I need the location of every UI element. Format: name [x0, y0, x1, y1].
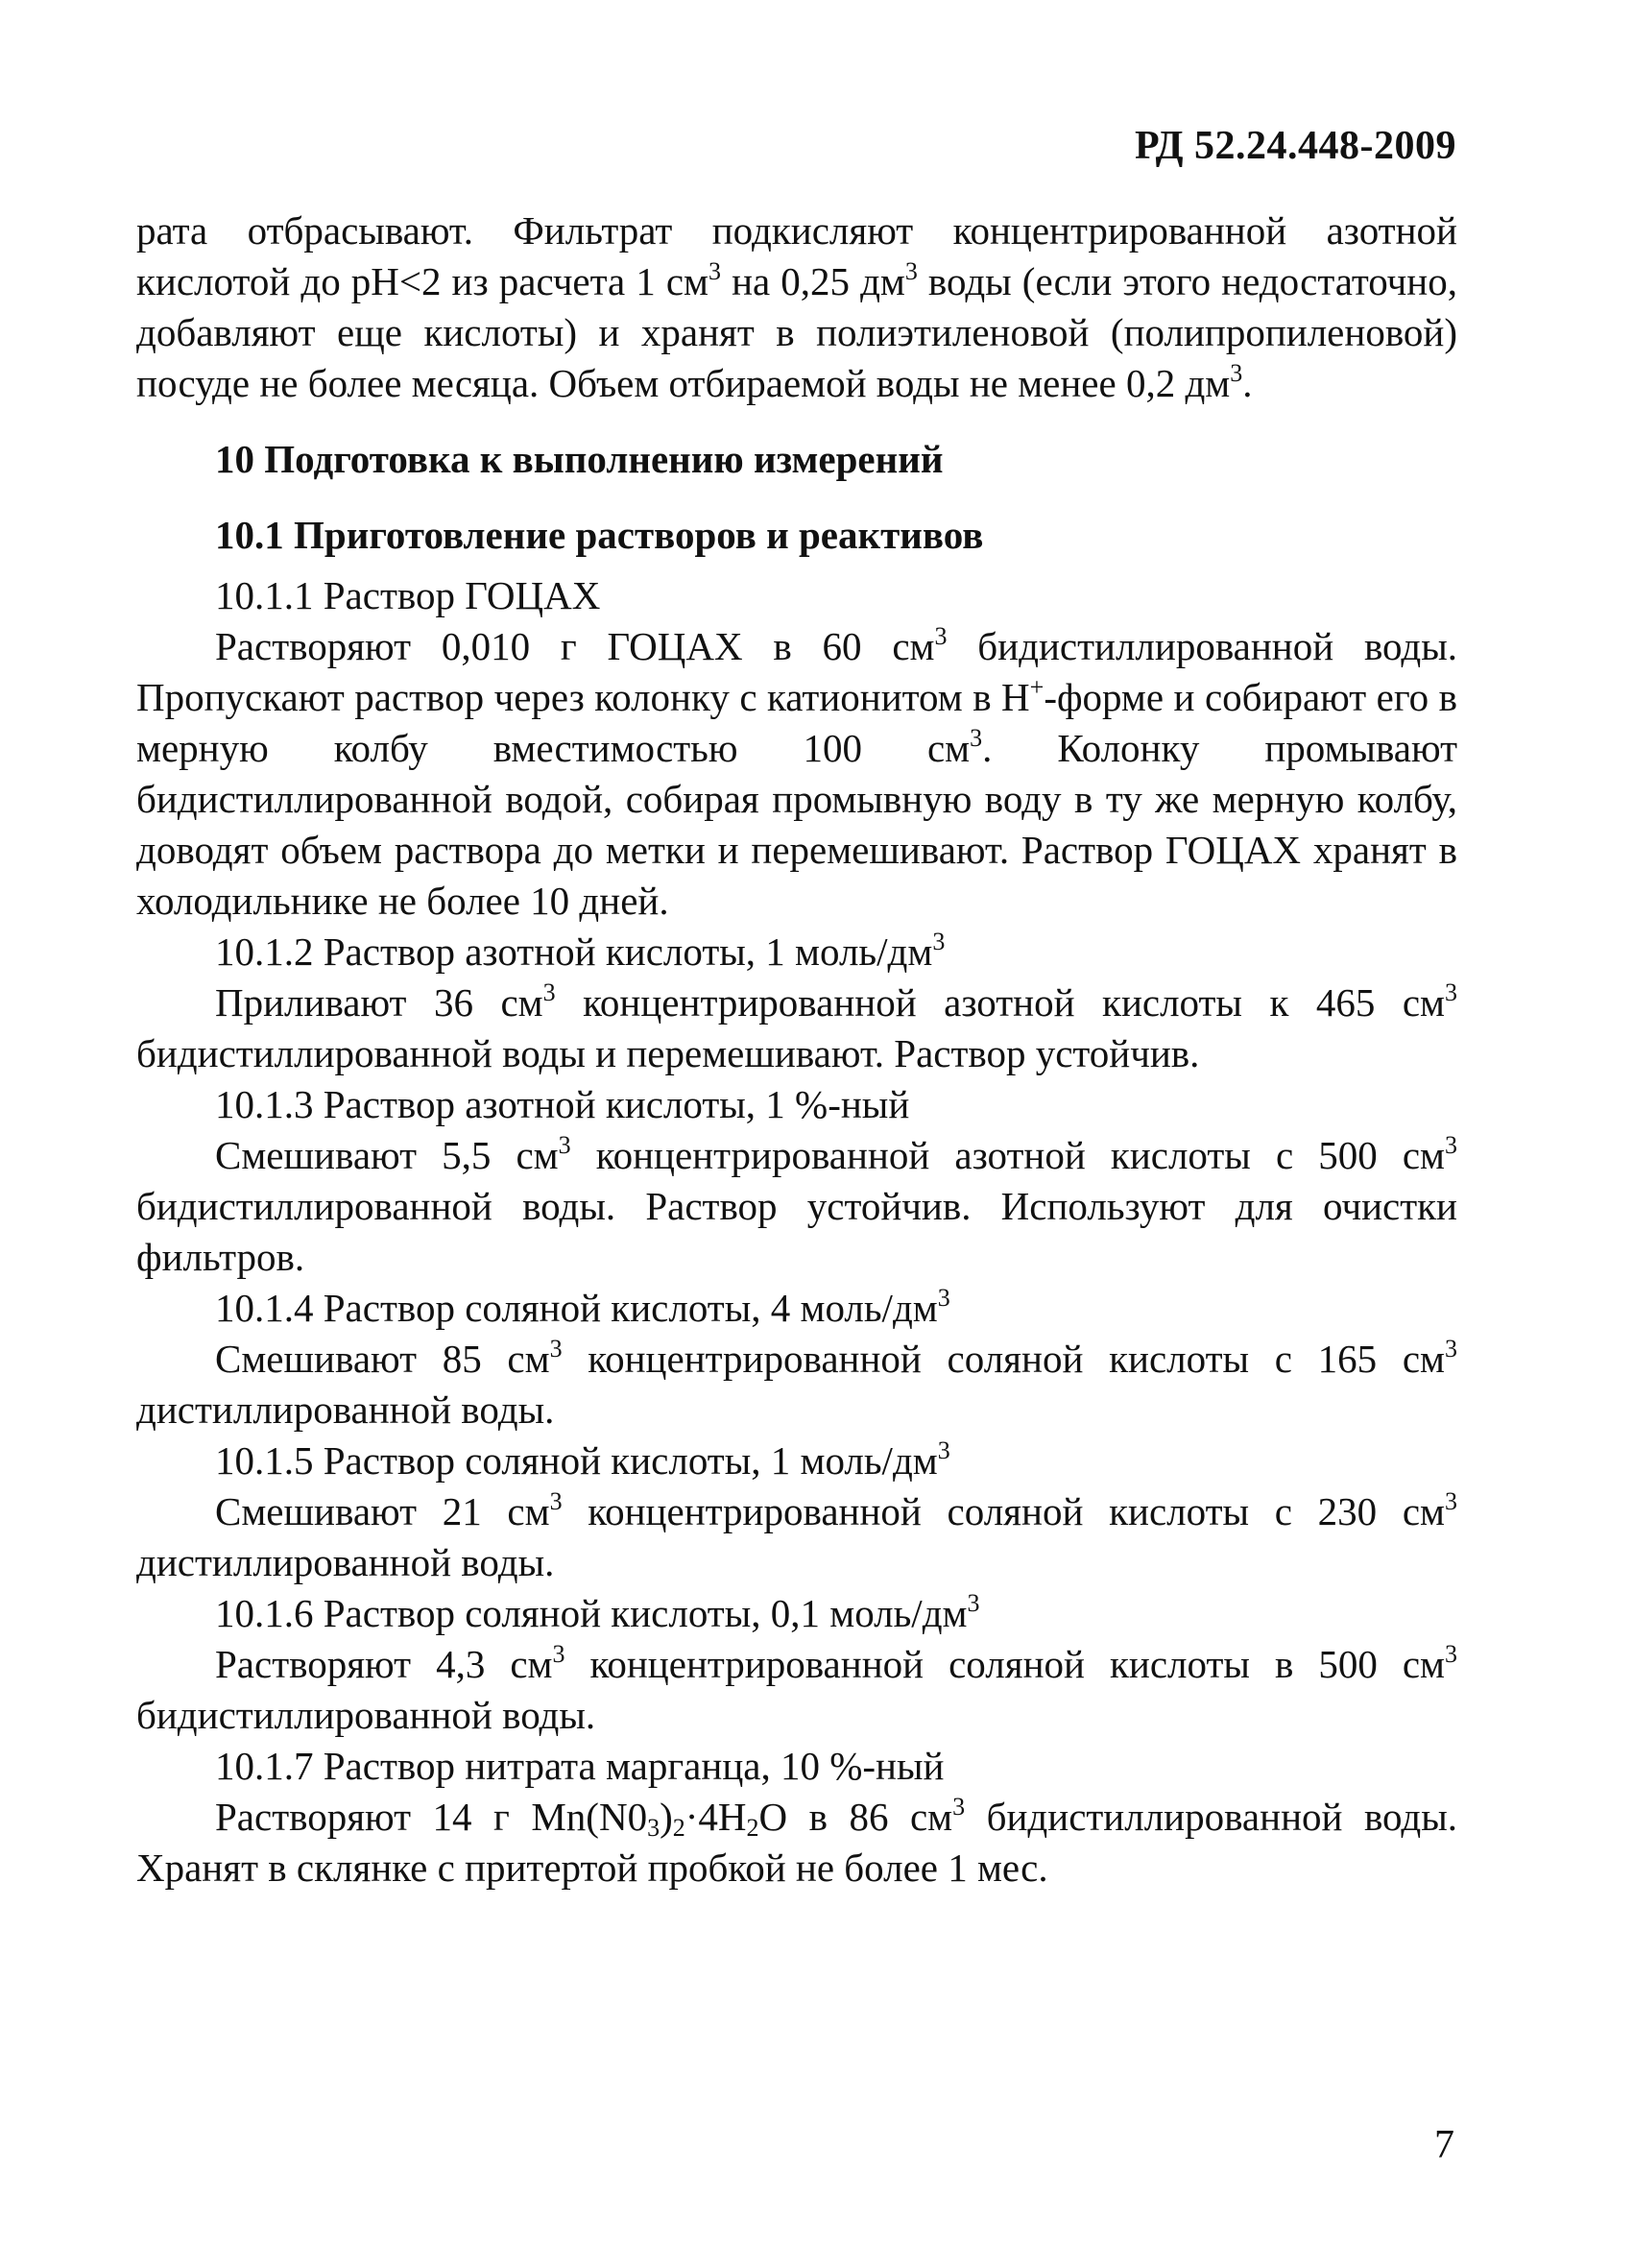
- subsection-10-1-5-text: Смешивают 21 $см^3$ концентрированной соляной кислоты с 230 $см^3$ дистиллированной воды.: [136, 1487, 1457, 1584]
- subsection-10-1-6-title: 10.1.6 Раствор соляной кислоты, 0,1 моль/$дм^3$: [215, 1589, 980, 1635]
- subsection-10-1-4-text: Смешивают 85 $см^3$ концентрированной соляной кислоты с 165 $см^3$ дистиллированной воды.: [136, 1335, 1457, 1432]
- subsection-10-1-6-text: Растворяют 4,3 $см^3$ концентрированной соляной кислоты в 500 $см^3$ бидистиллированной воды.: [136, 1640, 1457, 1737]
- subsection-10-1-3-title: 10.1.3 Раствор азотной кислоты, 1 %-ный: [215, 1082, 910, 1126]
- document-code-header: РД 52.24.448-2009: [1134, 124, 1456, 168]
- section-10-1-heading: 10.1 Приготовление растворов и реактивов: [215, 513, 984, 557]
- section-10-heading: 10 Подготовка к выполнению измерений: [215, 437, 944, 481]
- page-number: 7: [1434, 2123, 1454, 2167]
- subsection-10-1-4-title: 10.1.4 Раствор соляной кислоты, 4 моль/$дм^3$: [215, 1284, 950, 1330]
- intro-paragraph: рата отбрасывают. Фильтрат подкисляют концентрированной азотной кислотой до pH<2 из расчета 1 $см^3$ на 0,25 $дм^3$ воды (если этого недостаточно, добавляют еще кислоты) и хранят в полиэтиленовой (полипропиленовой) посуде не более месяца. Объем отбираемой воды не менее 0,2 $дм^3$.: [136, 208, 1457, 405]
- subsection-10-1-7-text: Растворяют 14 г $Mn(N0_3)_2\cdot 4H_2O$ в 86 $см^3$ бидистиллированной воды. Хранят в склянке с притертой пробкой не более 1 мес.: [136, 1793, 1457, 1890]
- subsection-10-1-3-text: Смешивают 5,5 $см^3$ концентрированной азотной кислоты с 500 $см^3$ бидистиллированной воды. Раствор устойчив. Используют для очистки фильтров.: [136, 1131, 1457, 1279]
- subsection-10-1-2-text: Приливают 36 $см^3$ концентрированной азотной кислоты к 465 $см^3$ бидистиллированной воды и перемешивают. Раствор устойчив.: [136, 978, 1457, 1075]
- subsection-10-1-7-title: 10.1.7 Раствор нитрата марганца, 10 %-ный: [215, 1744, 945, 1788]
- document-body: [136, 205, 1457, 1894]
- subsection-10-1-5-title: 10.1.5 Раствор соляной кислоты, 1 моль/$дм^3$: [215, 1436, 950, 1483]
- subsection-10-1-1-title: 10.1.1 Раствор ГОЦАХ: [215, 573, 601, 617]
- subsection-10-1-2-title: 10.1.2 Раствор азотной кислоты, 1 моль/$дм^3$: [215, 928, 946, 974]
- subsection-10-1-1-text: Растворяют 0,010 г ГОЦАХ в 60 $см^3$ бидистиллированной воды. Пропускают раствор через колонку с катионитом в H+-форме и собирают его в мерную колбу вместимостью 100 $см^3$. Колонку промывают бидистиллированной водой, собирая промывную воду в ту же мерную колбу, доводят объем раствора до метки и перемешивают. Раствор ГОЦАХ хранят в холодильнике не более 10 дней.: [136, 622, 1457, 923]
